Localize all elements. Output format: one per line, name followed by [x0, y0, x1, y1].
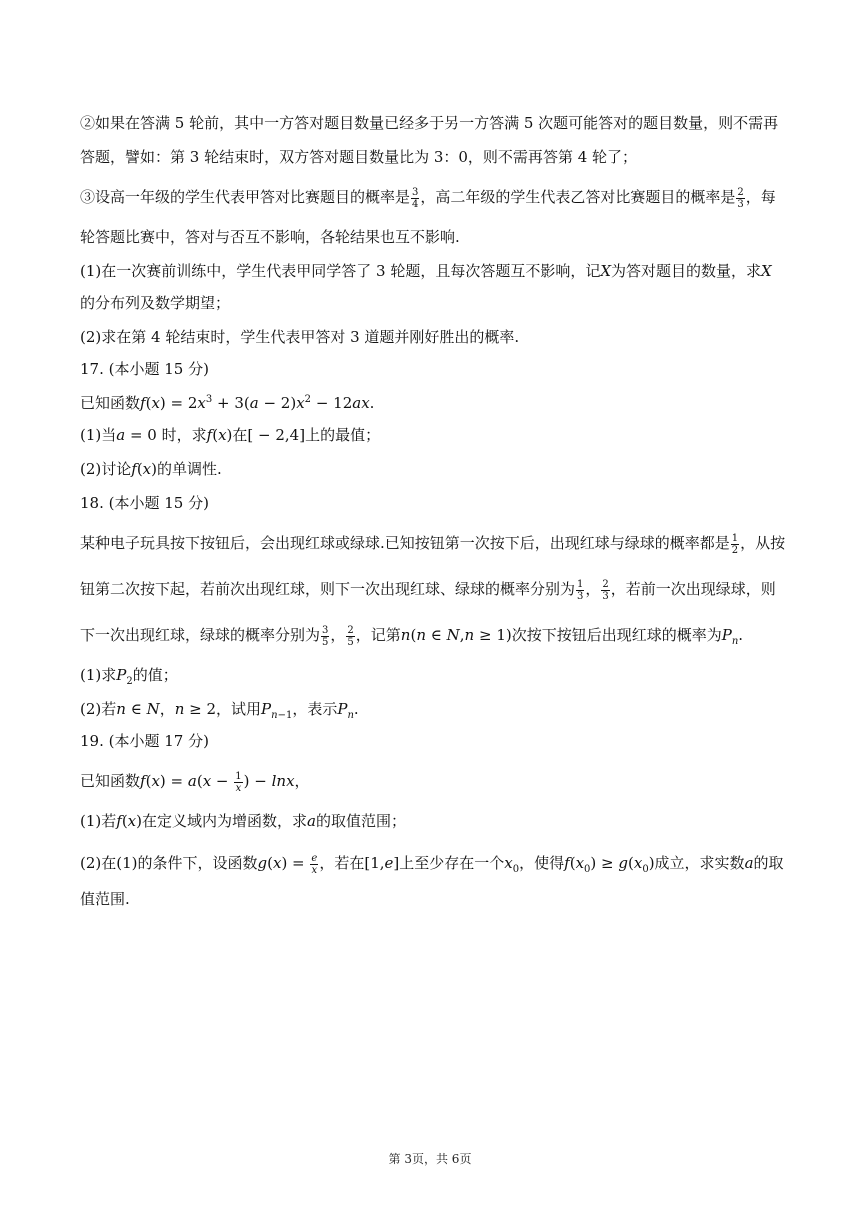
- text: 18. (本小题 15 分): [80, 494, 209, 512]
- text: (1)当: [80, 426, 117, 444]
- text: 的取: [753, 854, 784, 872]
- text: ，试用: [216, 700, 262, 718]
- math-formula: $P_n$.: [337, 700, 359, 721]
- text: ，: [585, 580, 601, 598]
- text: 次按下按钮后出现红球的概率为: [511, 626, 722, 644]
- fraction-2-5: $\frac{2}{5}$: [347, 624, 354, 648]
- math-formula: [1,e]: [364, 854, 400, 872]
- math-formula: g(x) = $\frac{e}{x}$: [257, 852, 318, 876]
- text: 上至少存在一个: [399, 854, 505, 872]
- math-formula: $P_{n-1}$: [261, 700, 293, 721]
- math-formula: f(x): [206, 426, 233, 444]
- text: ，: [159, 700, 175, 718]
- math-formula: $x_0$: [504, 854, 520, 875]
- text: 轮答题比赛中，答对与否互不影响，各轮结果也互不影响.: [80, 228, 460, 246]
- text: 已知函数: [80, 394, 141, 412]
- text: ，: [294, 772, 310, 790]
- math-formula: a = 0: [116, 426, 157, 444]
- text: ②如果在答满 5 轮前，其中一方答对题目数量已经多于另一方答满 5 次题可能答对的题目数量，则不需再: [80, 114, 779, 132]
- text: 某种电子玩具按下按钮后，会出现红球或绿球.已知按钮第一次按下后，出现红球与绿球的概率都是: [80, 534, 730, 552]
- text-line: [80, 260, 800, 282]
- text: 的取值范围；: [315, 812, 406, 830]
- fraction-3-5: $\frac{3}{5}$: [322, 624, 329, 648]
- text: (2)若: [80, 700, 117, 718]
- text: (2)讨论: [80, 460, 132, 478]
- fraction-2-3: $\frac{2}{3}$: [602, 578, 609, 602]
- math-formula: f(x): [131, 460, 157, 478]
- text: 下一次出现红球，绿球的概率分别为: [80, 626, 321, 644]
- text: (2)求在第 4 轮结束时，学生代表甲答对 3 道题并刚好胜出的概率.: [80, 328, 520, 346]
- text-line: [80, 458, 800, 480]
- text: 值范围.: [80, 890, 130, 908]
- fraction-1-3: $\frac{1}{3}$: [577, 578, 584, 602]
- problem-header: [80, 730, 800, 752]
- text: 的分布列及数学期望；: [80, 294, 231, 312]
- math-formula: n(n ∈ N,n ≥ 1): [400, 626, 512, 644]
- text: 已知函数: [80, 772, 141, 790]
- text-line: [80, 578, 800, 602]
- math-formula: f(x) = a(x − $\frac{1}{x}$ ) − lnx: [140, 770, 295, 794]
- math-var-X: X: [600, 262, 612, 280]
- text: 成立，求实数: [654, 854, 745, 872]
- math-formula: [ − 2,4]: [247, 426, 306, 444]
- text: (2)在(1)的条件下，设函数: [80, 854, 258, 872]
- text: (1)求: [80, 666, 117, 684]
- text-line: [80, 770, 800, 794]
- math-formula: f(x): [116, 812, 142, 830]
- text-line: [80, 226, 800, 248]
- math-var-a: a: [744, 854, 754, 872]
- text: 在定义域内为增函数，求: [142, 812, 308, 830]
- math-formula: $f(x) = 2x^3 + 3(a - 2)x^2 - 12ax$.: [140, 394, 375, 412]
- text: 答题，譬如：第 3 轮结束时，双方答对题目数量比为 3：0，则不需再答第 4 轮了；: [80, 148, 638, 166]
- text-line: [80, 532, 800, 556]
- text-line: [80, 112, 800, 134]
- page-footer: 第 3页，共 6页: [388, 1152, 472, 1166]
- text: ，高二年级的学生代表乙答对比赛题目的概率是: [420, 188, 736, 206]
- text: 时，求: [156, 426, 207, 444]
- text: ，若前一次出现绿球，则: [610, 580, 776, 598]
- text: ③设高一年级的学生代表甲答对比赛题目的概率是: [80, 188, 411, 206]
- problem-header: [80, 358, 800, 380]
- math-formula: $P_n$.: [721, 626, 744, 647]
- text-line: [80, 326, 800, 348]
- text-line: [80, 146, 800, 168]
- text: ，: [330, 626, 346, 644]
- math-formula: $f(x_0) \ge g(x_0)$: [564, 854, 655, 875]
- math-formula: n ≥ 2: [174, 700, 217, 718]
- math-formula: $P_2$: [116, 666, 133, 687]
- text: ，每: [745, 188, 776, 206]
- text: 19. (本小题 17 分): [80, 732, 209, 750]
- text: ，从按: [740, 534, 786, 552]
- text: 的单调性.: [157, 460, 222, 478]
- text-line: [80, 698, 800, 720]
- text: ，若在: [319, 854, 365, 872]
- text: 在: [232, 426, 248, 444]
- text-line: [80, 810, 800, 832]
- text: 上的最值；: [305, 426, 381, 444]
- text-line: [80, 424, 800, 446]
- fraction-2-3: $\frac{2}{3}$: [737, 186, 744, 210]
- text-line: [80, 852, 800, 876]
- text-line: [80, 664, 800, 686]
- text: 的值；: [132, 666, 178, 684]
- text: (1)在一次赛前训练中，学生代表甲同学答了 3 轮题，且每次答题互不影响，记: [80, 262, 601, 280]
- math-formula: n ∈ N: [116, 700, 160, 718]
- text-line: [80, 186, 800, 210]
- text: ，使得: [519, 854, 565, 872]
- math-var-a: a: [307, 812, 316, 830]
- text: (1)若: [80, 812, 117, 830]
- math-var-X: X: [761, 262, 772, 280]
- text: 17. (本小题 15 分): [80, 360, 209, 378]
- text: 为答对题目的数量，求: [611, 262, 762, 280]
- problem-header: [80, 492, 800, 514]
- text-line: [80, 888, 800, 910]
- fraction-3-4: $\frac{3}{4}$: [412, 186, 419, 210]
- text: 钮第二次按下起，若前次出现红球，则下一次出现红球、绿球的概率分别为: [80, 580, 576, 598]
- text-line: [80, 292, 800, 314]
- text-line: [80, 624, 800, 648]
- fraction-1-2: $\frac{1}{2}$: [731, 532, 739, 556]
- text-line: [80, 392, 800, 414]
- text: ，表示: [292, 700, 338, 718]
- text: ，记第: [355, 626, 401, 644]
